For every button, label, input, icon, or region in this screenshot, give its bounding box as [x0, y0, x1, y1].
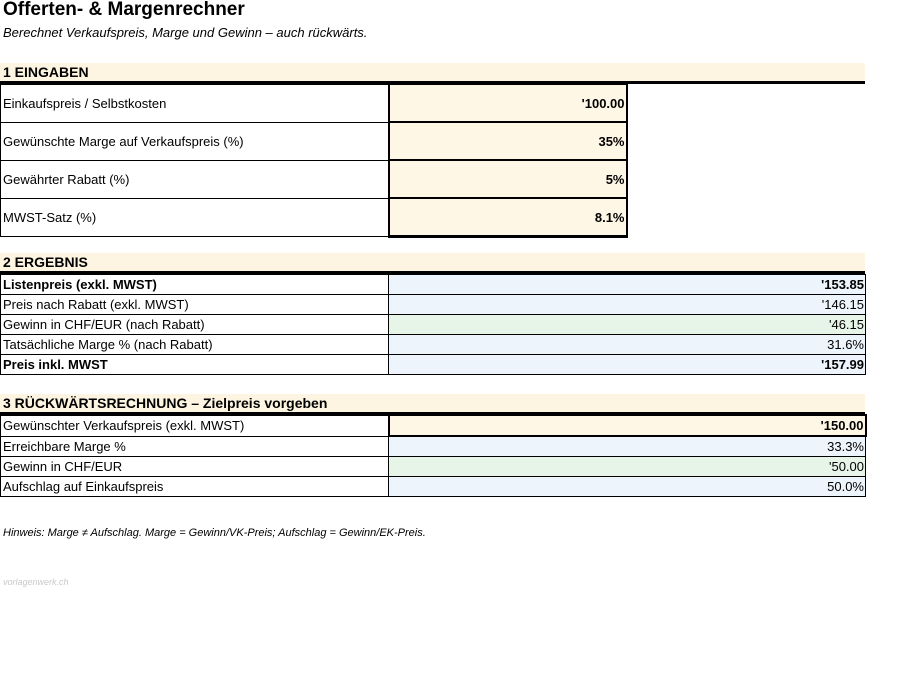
table-row: [1, 355, 866, 375]
table-row: [1, 315, 866, 335]
table-row: [1, 477, 866, 497]
section-inputs-title: 1 EINGABEN: [3, 64, 89, 80]
section-results-header: [0, 253, 865, 274]
backward-profit: '50.00: [389, 457, 866, 477]
input-desired-margin[interactable]: 35%: [389, 122, 627, 160]
input-label-purchase-price: Einkaufspreis / Selbstkosten: [1, 85, 389, 123]
result-label-list-price: Listenpreis (exkl. MWST): [1, 275, 389, 295]
table-row: [1, 295, 866, 315]
result-price-after-discount: '146.15: [389, 295, 866, 315]
section-backward-title: 3 RÜCKWÄRTSRECHNUNG – Zielpreis vorgeben: [3, 395, 328, 411]
input-label-discount: Gewährter Rabatt (%): [1, 160, 389, 198]
page-subtitle: Berechnet Verkaufspreis, Marge und Gewinn – auch rückwärts.: [3, 25, 368, 40]
section-results-title: 2 ERGEBNIS: [3, 254, 88, 270]
result-list-price: '153.85: [389, 275, 866, 295]
input-label-vat-rate: MWST-Satz (%): [1, 198, 389, 237]
table-row: [1, 160, 627, 198]
inputs-table: [0, 84, 628, 238]
backward-achievable-margin: 33.3%: [389, 436, 866, 457]
result-actual-margin: 31.6%: [389, 335, 866, 355]
section-inputs-header: [0, 63, 865, 84]
input-target-price[interactable]: '150.00: [389, 415, 866, 436]
page-title: Offerten- & Margenrechner: [3, 0, 245, 20]
result-label-actual-margin: Tatsächliche Marge % (nach Rabatt): [1, 335, 389, 355]
table-row: [1, 122, 627, 160]
table-row: [1, 415, 866, 436]
result-price-incl-vat: '157.99: [389, 355, 866, 375]
result-label-price-incl-vat: Preis inkl. MWST: [1, 355, 389, 375]
section-backward-header: [0, 394, 865, 415]
table-row: [1, 457, 866, 477]
footer-watermark: vorlagenwerk.ch: [3, 577, 69, 587]
backward-label-target-price: Gewünschter Verkaufspreis (exkl. MWST): [1, 415, 389, 436]
table-row: [1, 275, 866, 295]
table-row: [1, 436, 866, 457]
table-row: [1, 85, 627, 123]
input-vat-rate[interactable]: 8.1%: [389, 198, 627, 237]
backward-table: [0, 414, 867, 497]
table-row: [1, 335, 866, 355]
result-label-price-after-discount: Preis nach Rabatt (exkl. MWST): [1, 295, 389, 315]
input-discount[interactable]: 5%: [389, 160, 627, 198]
result-label-profit: Gewinn in CHF/EUR (nach Rabatt): [1, 315, 389, 335]
input-purchase-price[interactable]: '100.00: [389, 85, 627, 123]
backward-label-markup: Aufschlag auf Einkaufspreis: [1, 477, 389, 497]
table-row: [1, 198, 627, 237]
results-table: [0, 274, 866, 375]
backward-label-achievable-margin: Erreichbare Marge %: [1, 436, 389, 457]
hint-text: Hinweis: Marge ≠ Aufschlag. Marge = Gewinn/VK-Preis; Aufschlag = Gewinn/EK-Preis.: [3, 527, 426, 539]
backward-label-profit: Gewinn in CHF/EUR: [1, 457, 389, 477]
result-profit: '46.15: [389, 315, 866, 335]
backward-markup: 50.0%: [389, 477, 866, 497]
input-label-desired-margin: Gewünschte Marge auf Verkaufspreis (%): [1, 122, 389, 160]
